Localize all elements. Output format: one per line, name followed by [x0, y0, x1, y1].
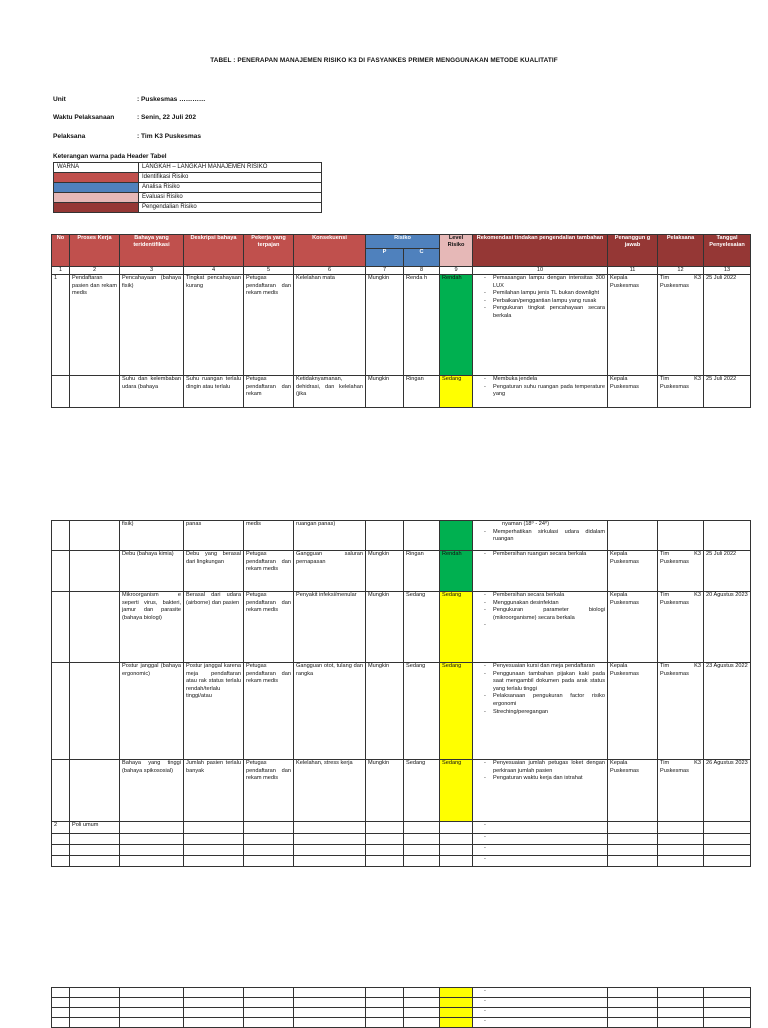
column-number: 7 [366, 267, 404, 275]
cell-pelaksana [658, 834, 704, 845]
cell-tanggal: 26 Agustus 2023 [704, 760, 751, 822]
cell-bahaya [120, 856, 184, 867]
empty-cell [294, 1018, 366, 1028]
table-row [52, 275, 751, 376]
cell-tanggal: 25 Juli 2022 [704, 551, 751, 592]
column-number: 6 [294, 267, 366, 275]
table-row [52, 376, 751, 408]
cell-probability: Mungkin [366, 551, 404, 592]
cell-consequence [404, 521, 440, 551]
cell-konsekuensi: ruangan panas) [294, 521, 366, 551]
cell-level-risiko [440, 521, 473, 551]
empty-cell [70, 998, 120, 1008]
empty-cell [294, 988, 366, 998]
cell-pekerja: medis [244, 521, 294, 551]
cell-level-risiko: Rendah [440, 275, 473, 376]
empty-cell [440, 998, 473, 1008]
cell-konsekuensi [294, 834, 366, 845]
table-row [52, 760, 751, 822]
header-p: P [366, 249, 404, 267]
cell-rekomendasi [473, 845, 608, 856]
table-row [52, 521, 751, 551]
empty-cell [404, 988, 440, 998]
cell-tanggal [704, 521, 751, 551]
legend-header-warna: WARNA [54, 163, 139, 173]
cell-bahaya: Suhu dan kelembaban udara (bahaya [120, 376, 184, 408]
cell-rekomendasi [473, 275, 608, 376]
cell-deskripsi [184, 845, 244, 856]
empty-cell [704, 1018, 751, 1028]
empty-cell [658, 1018, 704, 1028]
cell-bahaya: Pencahayaan (bahaya fisik) [120, 275, 184, 376]
cell-no [52, 856, 70, 867]
empty-cell [70, 1008, 120, 1018]
cell-proses [70, 760, 120, 822]
cell-konsekuensi: Penyakit infeksi/menular [294, 592, 366, 663]
cell-deskripsi [184, 856, 244, 867]
recommendation-list [475, 592, 605, 622]
empty-cell [704, 1008, 751, 1018]
header-rekomendasi: Rekomendasi tindakan pengendalian tambahan [473, 235, 608, 267]
table-row [52, 822, 751, 834]
cell-penanggung-jawab [608, 822, 658, 834]
cell-konsekuensi: Gangguan saluran pernapasan [294, 551, 366, 592]
legend-label: Evaluasi Risiko [139, 193, 322, 203]
empty-cell [366, 988, 404, 998]
cell-consequence: Sedang [404, 592, 440, 663]
cell-tanggal [704, 834, 751, 845]
cell-no [52, 551, 70, 592]
recommendation-item: - Pembersihan secara berkala [493, 592, 605, 600]
cell-proses [70, 592, 120, 663]
header-proses: Proses Kerja [70, 235, 120, 267]
cell-level-risiko [440, 834, 473, 845]
cell-consequence [404, 822, 440, 834]
column-number-row [52, 267, 751, 275]
cell-bahaya: Bahaya yang tinggi (bahaya spikososial) [120, 760, 184, 822]
cell-deskripsi: Postur janggal karena meja pendaftaran atau rak status terlalu rendah/terlalu tinggi/atau [184, 663, 244, 760]
cell-konsekuensi [294, 856, 366, 867]
cell-penanggung-jawab: Kepala Puskesmas [608, 663, 658, 760]
empty-cell [120, 1018, 184, 1028]
cell-level-risiko [440, 822, 473, 834]
cell-penanggung-jawab [608, 856, 658, 867]
info-value: : Senin, 22 Juli 202 [137, 114, 197, 121]
cell-pekerja [244, 845, 294, 856]
cell-probability [366, 856, 404, 867]
empty-cell [404, 1008, 440, 1018]
recommendation-item: - Pemilahan lampu jenis TL bukan downlight [493, 290, 605, 298]
empty-cell [440, 1008, 473, 1018]
cell-penanggung-jawab [608, 845, 658, 856]
cell-tanggal: 25 Juli 2022 [704, 275, 751, 376]
column-number: 11 [608, 267, 658, 275]
cell-konsekuensi [294, 845, 366, 856]
empty-cell [52, 1018, 70, 1028]
cell-deskripsi: Debu yang berasal dari lingkungan [184, 551, 244, 592]
header-deskripsi: Deskripsi bahaya [184, 235, 244, 267]
cell-no [52, 376, 70, 408]
cell-rekomendasi [473, 988, 608, 998]
cell-penanggung-jawab: Kepala Puskesmas [608, 376, 658, 408]
cell-penanggung-jawab: Kepala Puskesmas [608, 592, 658, 663]
cell-bahaya [120, 822, 184, 834]
cell-probability [366, 845, 404, 856]
empty-cell [608, 998, 658, 1008]
empty-cell [120, 998, 184, 1008]
header-konsekuensi: Konsekuensi [294, 235, 366, 267]
cell-pelaksana [658, 521, 704, 551]
recommendation-item: - Pemasangan lampu dengan intensitas 300 LUX [493, 275, 605, 290]
cell-probability: Mungkin [366, 760, 404, 822]
header-risiko: Risiko [366, 235, 440, 249]
cell-pelaksana: Tim K3 Puskesmas [658, 551, 704, 592]
column-number: 4 [184, 267, 244, 275]
empty-cell [440, 988, 473, 998]
info-unit [0, 96, 768, 106]
cell-penanggung-jawab: Kepala Puskesmas [608, 275, 658, 376]
cell-penanggung-jawab: Kepala Puskesmas [608, 760, 658, 822]
table-row [52, 1008, 751, 1018]
legend-swatch [54, 183, 139, 193]
empty-cell [120, 988, 184, 998]
cell-tanggal: 20 Agustus 2023 [704, 592, 751, 663]
recommendation-item: - Pengaturan suhu ruangan pada temperature yang [493, 384, 605, 399]
cell-konsekuensi: Kelelahan, stress kerja [294, 760, 366, 822]
cell-level-risiko: Sedang [440, 663, 473, 760]
cell-pekerja: Petugas pendaftaran dan rekam medis [244, 760, 294, 822]
legend-swatch [54, 193, 139, 203]
recommendation-list [475, 529, 605, 544]
cell-rekomendasi [473, 663, 608, 760]
recommendation-list [475, 275, 605, 321]
cell-tanggal [704, 845, 751, 856]
cell-proses [70, 856, 120, 867]
recommendation-item: - Pelaksanaan pengukuran factor risiko ergonomi [493, 693, 605, 708]
column-number: 9 [440, 267, 473, 275]
empty-cell [184, 998, 244, 1008]
risk-table-page-1 [51, 234, 751, 408]
empty-cell [244, 1008, 294, 1018]
table-row [52, 592, 751, 663]
legend-label: Analisa Risiko [139, 183, 322, 193]
cell-bahaya [120, 834, 184, 845]
cell-probability [366, 834, 404, 845]
legend-table [53, 162, 322, 213]
cell-tanggal: 25 Juli 2022 [704, 376, 751, 408]
recommendation-item: - Streching/peregangan [493, 709, 605, 717]
column-number: 2 [70, 267, 120, 275]
risk-table-page-3 [51, 987, 751, 1028]
cell-proses [70, 521, 120, 551]
cell-deskripsi: Tingkat pencahayaan kurang [184, 275, 244, 376]
header-bahaya: Bahaya yang teridentifikasi [120, 235, 184, 267]
empty-cell [294, 998, 366, 1008]
info-value: : Tim K3 Puskesmas [137, 133, 202, 140]
empty-cell [658, 998, 704, 1008]
empty-cell [52, 998, 70, 1008]
info-pelaksana [0, 133, 768, 143]
cell-rekomendasi [473, 834, 608, 845]
cell-pelaksana [658, 822, 704, 834]
cell-no [52, 760, 70, 822]
info-value: : Puskesmas ………… [137, 96, 206, 103]
empty-cell [704, 988, 751, 998]
cell-tanggal [704, 856, 751, 867]
empty-cell [608, 1008, 658, 1018]
cell-rekomendasi [473, 1008, 608, 1018]
cell-bahaya: Mikroorganism e seperti virus, bakteri, jamur dan parasite (bahaya biologi) [120, 592, 184, 663]
cell-proses [70, 663, 120, 760]
header-no: No [52, 235, 70, 267]
cell-rekomendasi [473, 521, 608, 551]
empty-cell [184, 1018, 244, 1028]
cell-pekerja: Petugas pendaftaran dan rekam medis [244, 275, 294, 376]
empty-cell [404, 998, 440, 1008]
recommendation-list [475, 376, 605, 399]
cell-penanggung-jawab: Kepala Puskesmas [608, 551, 658, 592]
cell-konsekuensi [294, 822, 366, 834]
legend-label: Identifikasi Risiko [139, 173, 322, 183]
empty-cell [608, 988, 658, 998]
cell-deskripsi: Suhu ruangan terlalu dingin atau terlalu [184, 376, 244, 408]
recommendation-list [475, 663, 605, 716]
empty-cell [366, 998, 404, 1008]
cell-proses: Pendaftaran pasien dan rekam medis [70, 275, 120, 376]
empty-cell [184, 988, 244, 998]
table-row [52, 1018, 751, 1028]
table-row [52, 998, 751, 1008]
cell-rekomendasi [473, 551, 608, 592]
column-number: 12 [658, 267, 704, 275]
recommendation-item: - Penyesuaian jumlah petugas loket dengan perkiraan jumlah pasien [493, 760, 605, 775]
cell-level-risiko: Sedang [440, 760, 473, 822]
cell-deskripsi: Berasal dari udara (airborne) dan pasien [184, 592, 244, 663]
info-label: Unit [53, 96, 66, 103]
table-row [52, 845, 751, 856]
recommendation-item: - Penggunaan tambahan pijakan kaki pada saat mengambil dokumen pada arak status yang terlalu tinggi [493, 671, 605, 694]
info-waktu [0, 114, 768, 124]
cell-penanggung-jawab [608, 521, 658, 551]
recommendation-item: - Menggunakan desinfektan [493, 600, 605, 608]
info-label: Waktu Pelaksanaan [53, 114, 115, 121]
legend-title: Keterangan warna pada Header Tabel [53, 153, 167, 160]
recommendation-item: - Memperhatikan sirkulasi udara didalam ruangan [493, 529, 605, 544]
column-number: 3 [120, 267, 184, 275]
cell-deskripsi: Jumlah pasien terlalu banyak [184, 760, 244, 822]
cell-rekomendasi [473, 998, 608, 1008]
header-pelaksana: Pelaksana [658, 235, 704, 267]
cell-probability: Mungkin [366, 592, 404, 663]
legend-swatch [54, 173, 139, 183]
cell-probability [366, 521, 404, 551]
recommendation-item: - Pengaturan waktu kerja dan istrahat [493, 775, 605, 783]
cell-no [52, 845, 70, 856]
cell-probability [366, 822, 404, 834]
cell-consequence [404, 845, 440, 856]
cell-pekerja: Petugas pendaftaran dan rekam medis [244, 592, 294, 663]
table-row [52, 551, 751, 592]
empty-cell [658, 988, 704, 998]
cell-proses: Poli umum [70, 822, 120, 834]
recommendation-item: - Penyesuaian kursi dan meja pendaftaran [493, 663, 605, 671]
cell-pekerja: Petugas pendaftaran dan rekam [244, 376, 294, 408]
document-title: TABEL : PENERAPAN MANAJEMEN RISIKO K3 DI FASYANKES PRIMER MENGGUNAKAN METODE KUALITATIF [210, 57, 558, 64]
cell-rekomendasi [473, 760, 608, 822]
cell-proses [70, 845, 120, 856]
empty-cell [658, 1008, 704, 1018]
empty-cell [704, 998, 751, 1008]
cell-level-risiko: Rendah [440, 551, 473, 592]
header-pekerja: Pekerja yang terpajan [244, 235, 294, 267]
empty-cell [184, 1008, 244, 1018]
header-c: C [404, 249, 440, 267]
legend-header-desc: LANGKAH – LANGKAH MANAJEMEN RISIKO [139, 163, 322, 173]
table-row [52, 663, 751, 760]
column-number: 8 [404, 267, 440, 275]
cell-consequence: Sedang [404, 760, 440, 822]
cell-bahaya [120, 845, 184, 856]
table-row [52, 856, 751, 867]
cell-consequence: Ringan [404, 376, 440, 408]
cell-consequence: Ringan [404, 551, 440, 592]
cell-pelaksana: Tim K3 Puskesmas [658, 376, 704, 408]
empty-cell [294, 1008, 366, 1018]
cell-deskripsi: panas [184, 521, 244, 551]
empty-cell [70, 1018, 120, 1028]
cell-probability: Mungkin [366, 275, 404, 376]
cell-proses [70, 551, 120, 592]
cell-deskripsi [184, 822, 244, 834]
cell-no: 1 [52, 275, 70, 376]
cell-rekomendasi [473, 822, 608, 834]
cell-pekerja [244, 822, 294, 834]
cell-probability: Mungkin [366, 376, 404, 408]
legend-label: Pengendalian Risiko [139, 203, 322, 213]
cell-rekomendasi [473, 1018, 608, 1028]
cell-deskripsi [184, 834, 244, 845]
cell-no [52, 592, 70, 663]
cell-bahaya: Postur janggal (bahaya ergonomic) [120, 663, 184, 760]
table-row [52, 834, 751, 845]
recommendation-list [475, 760, 605, 783]
info-label: Pelaksana [53, 133, 86, 140]
empty-cell [52, 1008, 70, 1018]
empty-cell [244, 1018, 294, 1028]
cell-penanggung-jawab [608, 834, 658, 845]
cell-konsekuensi: Ketidaknyamanan, dehidrasi, dan kelelahan (jika [294, 376, 366, 408]
cell-pelaksana [658, 845, 704, 856]
cell-pekerja: Petugas pendaftaran dan rekam medis [244, 663, 294, 760]
cell-pelaksana [658, 856, 704, 867]
risk-table-page-2 [51, 520, 751, 867]
cell-no: 2 [52, 822, 70, 834]
cell-pelaksana: Tim K3 Puskesmas [658, 760, 704, 822]
cell-consequence [404, 856, 440, 867]
cell-no [52, 521, 70, 551]
cell-consequence: Sedang [404, 663, 440, 760]
cell-level-risiko [440, 856, 473, 867]
cell-pelaksana: Tim K3 Puskesmas [658, 663, 704, 760]
empty-cell [120, 1008, 184, 1018]
recommendation-item: - Pengukuran tingkat pencahayaan secara berkala [493, 305, 605, 320]
recommendation-continued: nyaman (18⁰ - 24⁰) [502, 521, 550, 527]
column-number: 1 [52, 267, 70, 275]
cell-level-risiko: Sedang [440, 376, 473, 408]
cell-no [52, 663, 70, 760]
cell-konsekuensi: Kelelahan mata [294, 275, 366, 376]
empty-cell [366, 1018, 404, 1028]
empty-cell [52, 988, 70, 998]
column-number: 5 [244, 267, 294, 275]
empty-cell [244, 998, 294, 1008]
cell-bahaya: fisik) [120, 521, 184, 551]
cell-pelaksana: Tim K3 Puskesmas [658, 592, 704, 663]
cell-pekerja [244, 834, 294, 845]
recommendation-item: - Pengukuran parameter biologi (mikroorganisme) secara berkala [493, 607, 605, 622]
empty-cell [404, 1018, 440, 1028]
table-row [52, 988, 751, 998]
cell-konsekuensi: Gangguan otot, tulang dan rangka [294, 663, 366, 760]
cell-pekerja [244, 856, 294, 867]
recommendation-item: - Pembersihan ruangan secara berkala [493, 551, 605, 559]
cell-consequence: Renda h [404, 275, 440, 376]
legend-swatch [54, 203, 139, 213]
cell-probability: Mungkin [366, 663, 404, 760]
empty-cell [244, 988, 294, 998]
empty-cell [366, 1008, 404, 1018]
column-number: 13 [704, 267, 751, 275]
column-number: 10 [473, 267, 608, 275]
cell-consequence [404, 834, 440, 845]
header-tanggal: Tanggal Penyelesaian [704, 235, 751, 267]
recommendation-item: - Perbaikan/penggantian lampu yang rusak [493, 298, 605, 306]
cell-no [52, 834, 70, 845]
empty-cell [70, 988, 120, 998]
cell-bahaya: Debu (bahaya kimia) [120, 551, 184, 592]
cell-proses [70, 376, 120, 408]
cell-proses [70, 834, 120, 845]
empty-cell [440, 1018, 473, 1028]
cell-pelaksana: Tim K3 Puskesmas [658, 275, 704, 376]
cell-tanggal: 23 Agustus 2022 [704, 663, 751, 760]
cell-level-risiko: Sedang [440, 592, 473, 663]
recommendation-item: - Membuka jendela [493, 376, 605, 384]
cell-pekerja: Petugas pendaftaran dan rekam medis [244, 551, 294, 592]
cell-level-risiko [440, 845, 473, 856]
header-level: Level Risiko [440, 235, 473, 267]
recommendation-list [475, 551, 605, 559]
cell-rekomendasi [473, 856, 608, 867]
header-penanggung: Penanggun g jawab [608, 235, 658, 267]
cell-rekomendasi [473, 592, 608, 663]
cell-rekomendasi [473, 376, 608, 408]
cell-tanggal [704, 822, 751, 834]
empty-cell [608, 1018, 658, 1028]
